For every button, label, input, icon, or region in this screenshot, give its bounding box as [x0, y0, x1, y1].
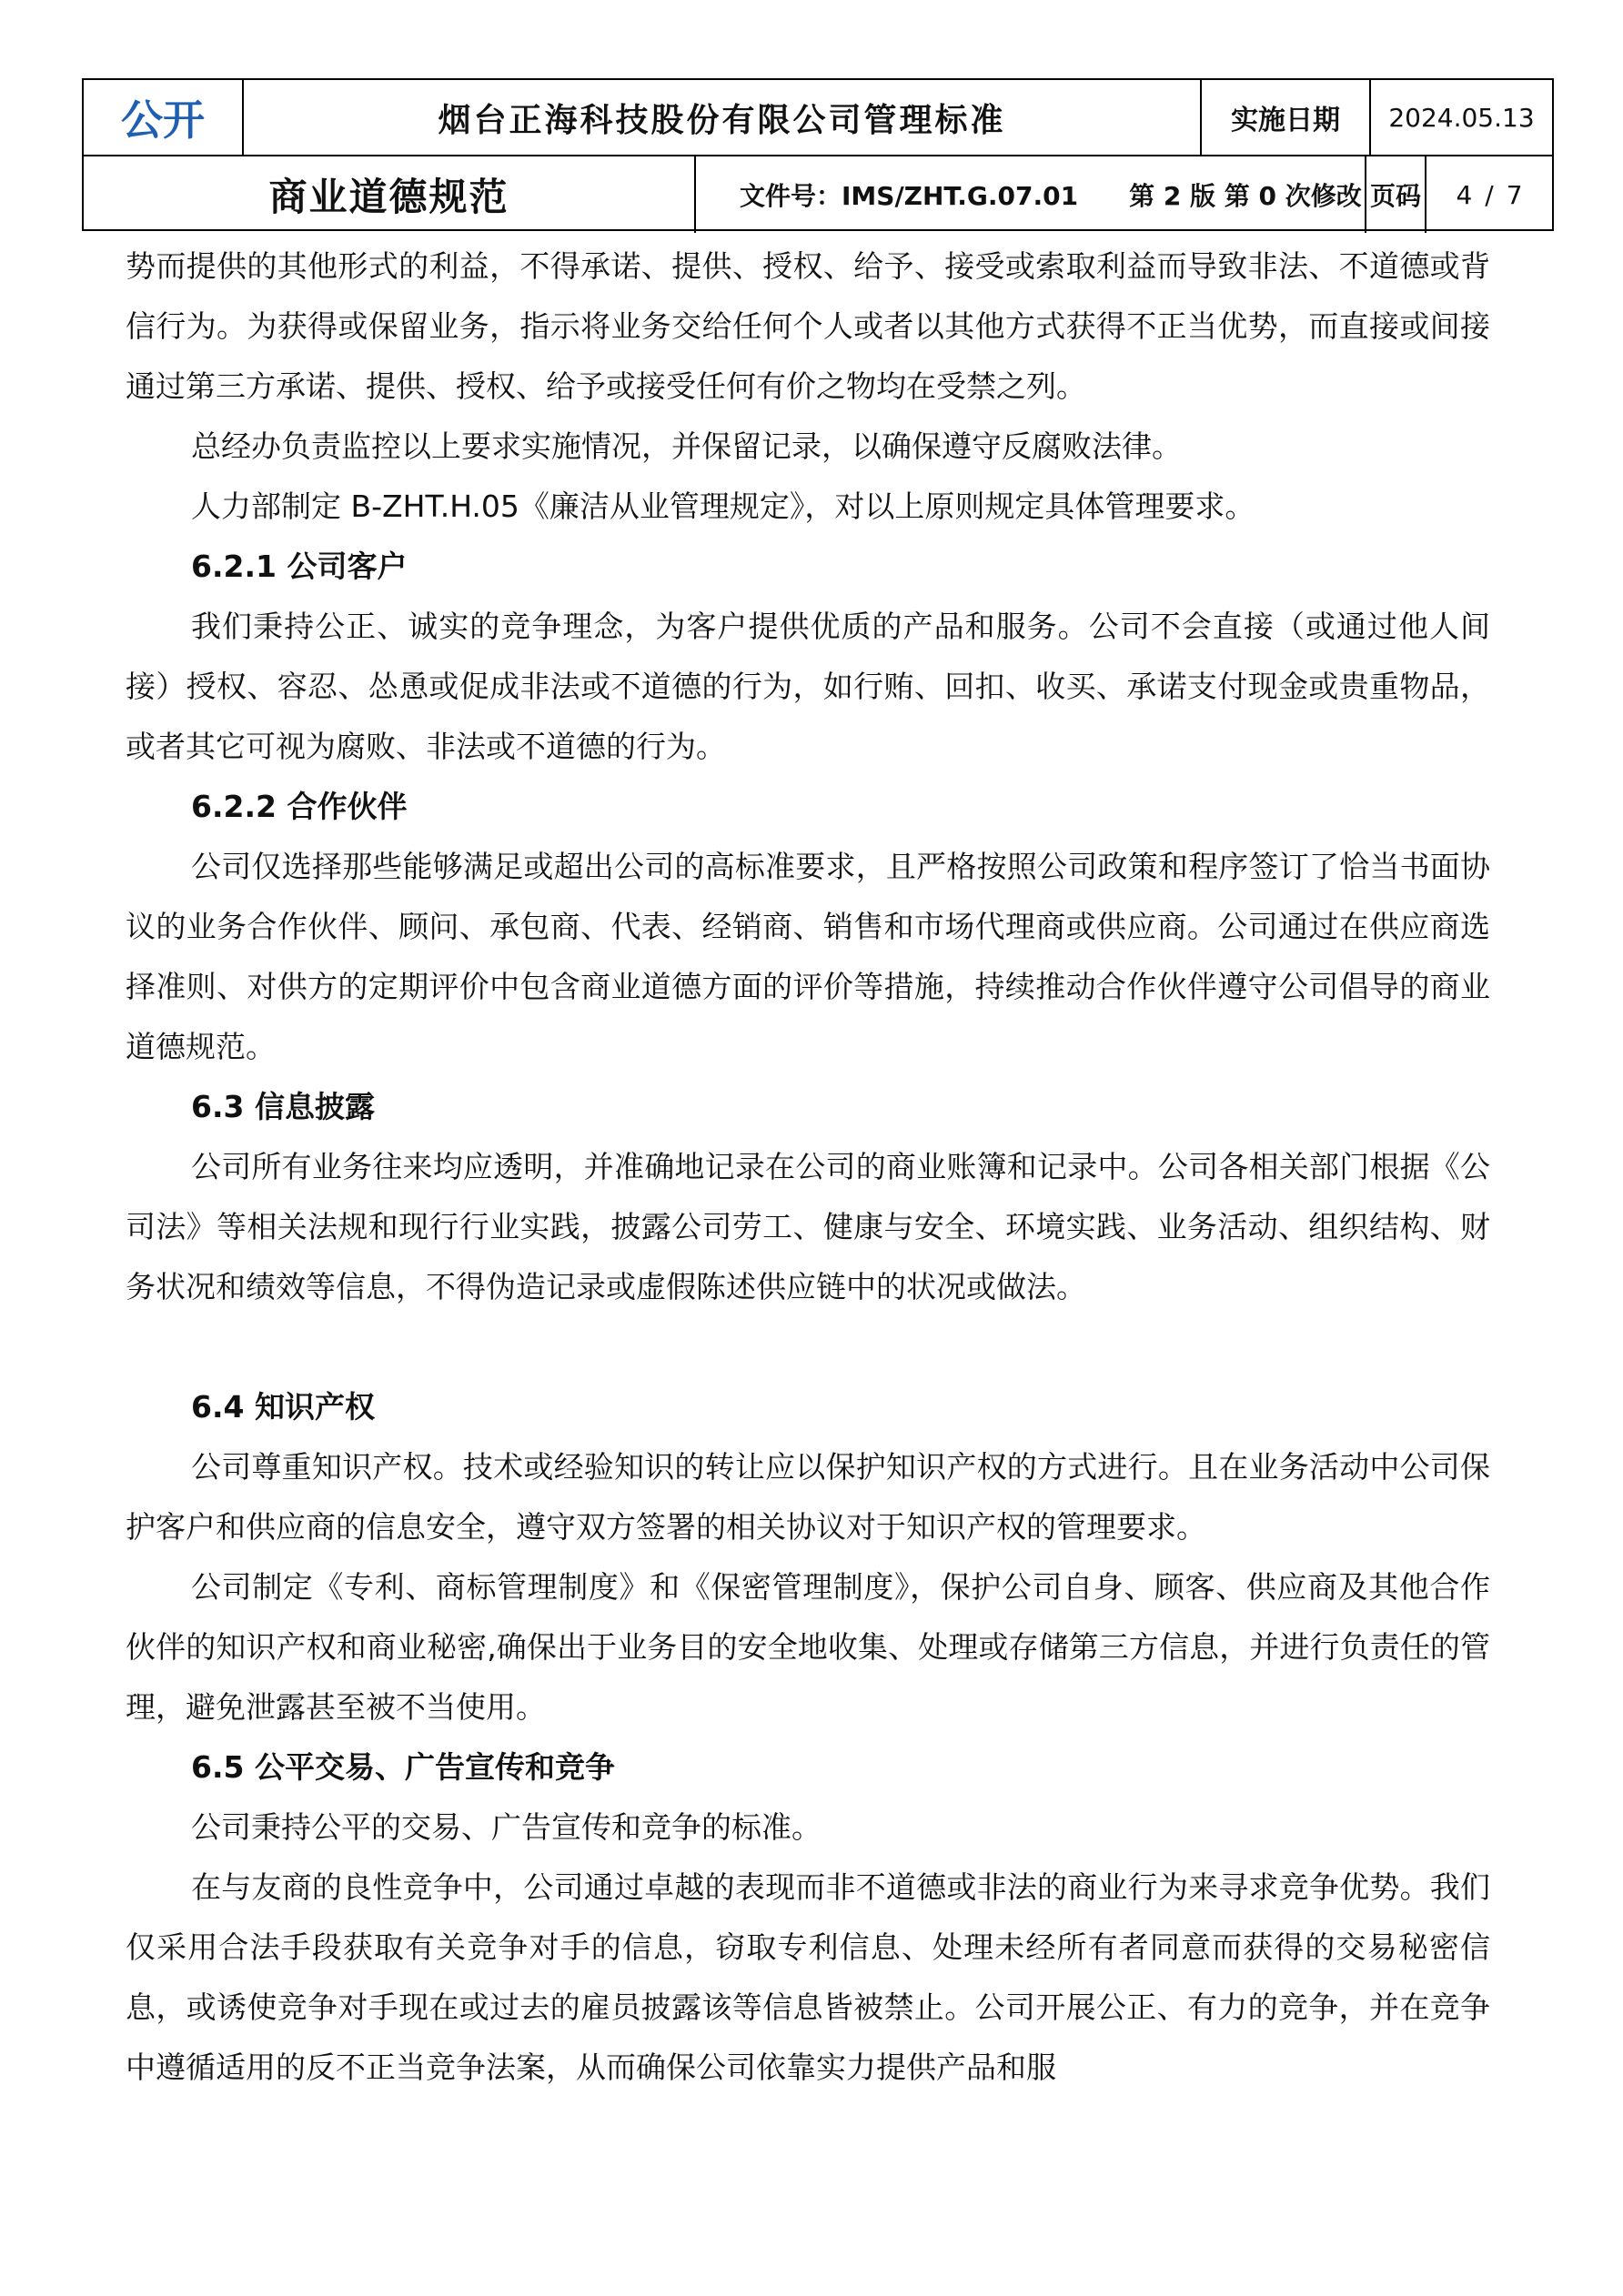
- document-header-table: [82, 78, 1554, 231]
- paragraph-customers: 我们秉持公正、诚实的竞争理念，为客户提供优质的产品和服务。公司不会直接（或通过他人间接）授权、容忍、怂恿或促成非法或不道德的行为，如行贿、回扣、收买、承诺支付现金或贵重物品，或者其它可视为腐败、非法或不道德的行为。: [126, 609, 1490, 764]
- document-body: [126, 237, 1490, 2098]
- paragraph-ip-policies: 公司制定《专利、商标管理制度》和《保密管理制度》，保护公司自身、顾客、供应商及其他合作伙伴的知识产权和商业秘密,确保出于业务目的安全地收集、处理或存储第三方信息，并进行负责任的管理，避免泄露甚至被不当使用。: [126, 1569, 1490, 1725]
- page-current: 4: [1456, 179, 1473, 210]
- paragraph-anti-bribery-continued: 势而提供的其他形式的利益，不得承诺、提供、授权、给予、接受或索取利益而导致非法、不道德或背信行为。为获得或保留业务，指示将业务交给任何个人或者以其他方式获得不正当优势，而直接或间接通过第三方承诺、提供、授权、给予或接受任何有价之物均在受禁之列。: [126, 248, 1490, 404]
- paragraph-ip-respect: 公司尊重知识产权。技术或经验知识的转让应以保护知识产权的方式进行。且在业务活动中公司保护客户和供应商的信息安全，遵守双方签署的相关协议对于知识产权的管理要求。: [126, 1449, 1490, 1545]
- document-number: 文件号：IMS/ZHT.G.07.01 第 2 版 第 0 次修改: [696, 156, 1366, 233]
- page-label: 页码: [1366, 156, 1426, 233]
- company-standard-title: 烟台正海科技股份有限公司管理标准: [244, 80, 1202, 155]
- section-heading-6-3: 6.3 信息披露: [191, 1089, 375, 1124]
- effective-date-value: 2024.05.13: [1388, 102, 1535, 133]
- classification-label: 公开: [84, 80, 244, 155]
- page-separator: /: [1485, 179, 1494, 210]
- paragraph-competition: 在与友商的良性竞争中，公司通过卓越的表现而非不道德或非法的商业行为来寻求竞争优势。我们仅采用合法手段获取有关竞争对手的信息，窃取专利信息、处理未经所有者同意而获得的交易秘密信息，或诱使竞争对手现在或过去的雇员披露该等信息皆被禁止。公司开展公正、有力的竞争，并在竞争中遵循适用的反不正当竞争法案，从而确保公司依靠实力提供产品和服: [126, 1869, 1490, 2085]
- paragraph-disclosure: 公司所有业务往来均应透明，并准确地记录在公司的商业账簿和记录中。公司各相关部门根据《公司法》等相关法规和现行行业实践，披露公司劳工、健康与安全、环境实践、业务活动、组织结构、财务状况和绩效等信息，不得伪造记录或虚假陈述供应链中的状况或做法。: [126, 1149, 1490, 1304]
- paragraph-partners: 公司仅选择那些能够满足或超出公司的高标准要求，且严格按照公司政策和程序签订了恰当书面协议的业务合作伙伴、顾问、承包商、代表、经销商、销售和市场代理商或供应商。公司通过在供应商选择准则、对供方的定期评价中包含商业道德方面的评价等措施，持续推动合作伙伴遵守公司倡导的商业道德规范。: [126, 849, 1490, 1064]
- header-row-bottom: [84, 156, 1552, 233]
- section-heading-6-2-2: 6.2.2 合作伙伴: [191, 789, 408, 824]
- page-number: [1426, 156, 1552, 233]
- section-heading-6-5: 6.5 公平交易、广告宣传和竞争: [191, 1749, 615, 1785]
- paragraph-monitoring: 总经办负责监控以上要求实施情况，并保留记录，以确保遵守反腐败法律。: [191, 428, 1182, 464]
- section-heading-6-2-1: 6.2.1 公司客户: [191, 549, 408, 584]
- paragraph-hr-regulation: 人力部制定 B-ZHT.H.05《廉洁从业管理规定》，对以上原则规定具体管理要求。: [191, 488, 1255, 524]
- page-total: 7: [1506, 179, 1523, 210]
- paragraph-fair-dealing: 公司秉持公平的交易、广告宣传和竞争的标准。: [191, 1809, 822, 1845]
- effective-date-label: 实施日期: [1202, 80, 1371, 155]
- blank-line: [126, 1317, 1490, 1377]
- section-heading-6-4: 6.4 知识产权: [191, 1389, 375, 1425]
- document-title: 商业道德规范: [84, 156, 696, 233]
- header-row-top: [84, 80, 1552, 156]
